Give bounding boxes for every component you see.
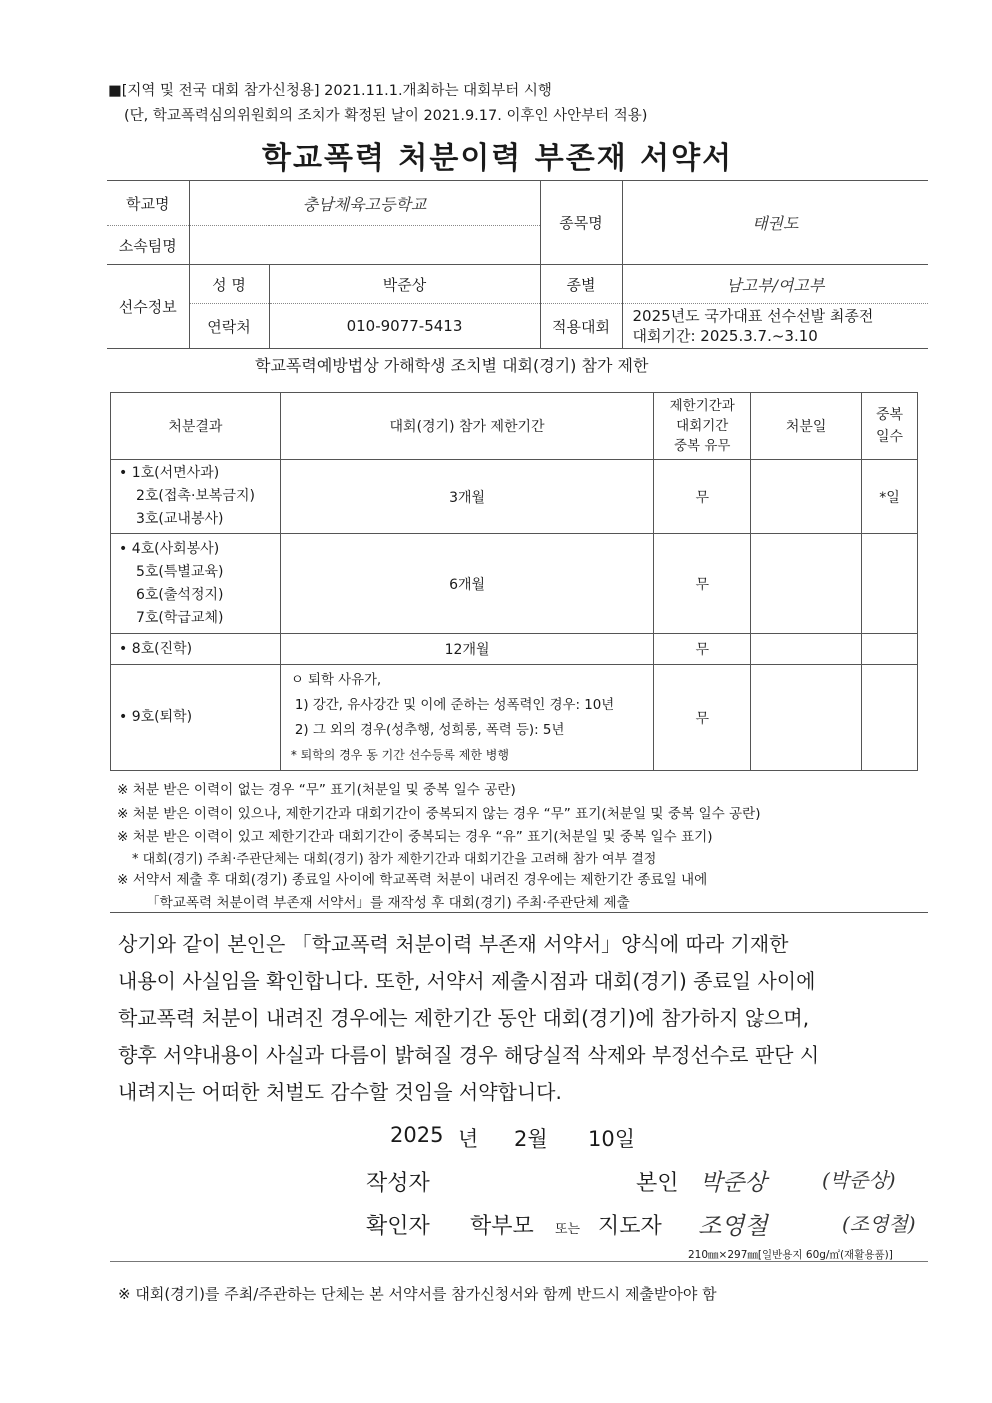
- date-year-unit: 년: [458, 1127, 479, 1151]
- applicant-info-table: [107, 180, 928, 349]
- name-label: 성 명: [189, 265, 269, 304]
- coach-signature: (조영철): [842, 1212, 916, 1236]
- result-line: • 9호(퇴학): [111, 665, 281, 771]
- writer-label: 작성자: [366, 1171, 430, 1196]
- date-day: 10일: [588, 1127, 636, 1151]
- overlap-cell: 무: [654, 634, 751, 665]
- footer-note: ※ 대회(경기)를 주최/주관하는 단체는 본 서약서를 참가신청서와 함께 반드시 제출받아야 함: [118, 1285, 717, 1303]
- school-value: 충남체육고등학교: [302, 194, 427, 214]
- pledge-line: 상기와 같이 본인은 「학교폭력 처분이력 부존재 서약서」양식에 따라 기재한: [118, 932, 789, 956]
- pledge-line: 내용이 사실임을 확인합니다. 또한, 서약서 제출시점과 대회(경기) 종료일 사이에: [118, 969, 816, 993]
- footer-divider: [110, 1261, 928, 1262]
- header-days-1: 중복: [875, 407, 904, 423]
- result-line: 6호(출석정지): [136, 586, 224, 603]
- header-overlap-1: 제한기간과: [669, 398, 735, 414]
- restriction-table: [110, 392, 918, 771]
- contact-label: 연락처: [189, 304, 269, 349]
- header-date: 처분일: [751, 393, 862, 460]
- note-line: 「학교폭력 처분이력 부존재 서약서」를 재작성 후 대회(경기) 주최·주관단체 제출: [146, 895, 630, 911]
- competition-label: 적용대회: [540, 304, 622, 349]
- team-label: 소속팀명: [107, 226, 189, 265]
- self-name-handwritten: 박준상: [700, 1170, 767, 1196]
- event-value: 태권도: [752, 214, 799, 233]
- result-line: 7호(학급교체): [136, 609, 224, 626]
- paper-spec: 210㎜×297㎜[일반용지 60g/㎡(재활용품)]: [688, 1249, 893, 1261]
- days-cell: [862, 534, 918, 634]
- header-overlap-2: 대회기간: [676, 418, 729, 434]
- divider: [110, 912, 928, 913]
- contact-value: 010-9077-5413: [269, 304, 540, 349]
- period-line: * 퇴학의 경우 동 기간 선수등록 제한 병행: [290, 747, 509, 762]
- date-cell: [751, 665, 862, 771]
- header-overlap-3: 중복 유무: [674, 438, 731, 454]
- or-label: 또는: [555, 1222, 581, 1237]
- school-label: 학교명: [107, 181, 189, 226]
- period-cell: 12개월: [280, 634, 654, 665]
- header-notice-sub: (단, 학교폭력심의위원회의 조치가 확정된 날이 2021.9.17. 이후인 사안부터 적용): [124, 108, 648, 124]
- team-value: [189, 226, 540, 265]
- result-line: • 8호(진학): [111, 634, 281, 665]
- overlap-cell: 무: [654, 534, 751, 634]
- result-line: 3호(교내봉사): [136, 511, 224, 527]
- name-value: 박준상: [269, 265, 540, 304]
- category-label: 종별: [540, 265, 622, 304]
- period-line: ㅇ 퇴학 사유가,: [290, 672, 382, 688]
- overlap-cell: 무: [654, 460, 751, 534]
- page-title: 학교폭력 처분이력 부존재 서약서: [262, 141, 734, 176]
- category-value: 남고부/여고부: [726, 275, 825, 295]
- note-line: ※ 처분 받은 이력이 없는 경우 “무” 표기(처분일 및 중복 일수 공란): [117, 782, 516, 798]
- table-row: [111, 665, 918, 771]
- period-line: 1) 강간, 유사강간 및 이에 준하는 성폭력인 경우: 10년: [294, 697, 615, 713]
- days-cell: [862, 665, 918, 771]
- table-row: [111, 534, 918, 634]
- self-label: 본인: [636, 1171, 679, 1196]
- date-month: 2월: [514, 1127, 548, 1151]
- competition-name: 2025년도 국가대표 선수선발 최종전: [632, 307, 874, 325]
- header-days-2: 일수: [875, 429, 904, 445]
- date-cell: [751, 634, 862, 665]
- pledge-line: 내려지는 어떠한 처벌도 감수할 것임을 서약합니다.: [118, 1080, 562, 1104]
- period-cell: 6개월: [280, 534, 654, 634]
- player-info-label: 선수정보: [107, 265, 189, 349]
- result-line: • 1호(서면사과): [119, 465, 220, 481]
- parent-label: 학부모: [470, 1214, 534, 1239]
- pledge-line: 학교폭력 처분이 내려진 경우에는 제한기간 동안 대회(경기)에 참가하지 않으며,: [118, 1006, 810, 1030]
- date-cell: [751, 534, 862, 634]
- confirmer-label: 확인자: [366, 1214, 430, 1239]
- date-year: 2025: [390, 1123, 444, 1147]
- header-period: 대회(경기) 참가 제한기간: [280, 393, 654, 460]
- period-line: 2) 그 외의 경우(성추행, 성희롱, 폭력 등): 5년: [294, 722, 565, 738]
- event-label: 종목명: [540, 181, 622, 265]
- table-row: [111, 460, 918, 534]
- result-line: 2호(접촉·보복금지): [136, 488, 255, 504]
- note-line: ※ 처분 받은 이력이 있으나, 제한기간과 대회기간이 중복되지 않는 경우 “무” 표기(처분일 및 중복 일수 공란): [117, 806, 761, 822]
- note-line: ※ 서약서 제출 후 대회(경기) 종료일 사이에 학교폭력 처분이 내려진 경우에는 제한기간 종료일 내에: [117, 872, 708, 888]
- header-result: 처분결과: [111, 393, 281, 460]
- period-cell: 3개월: [280, 460, 654, 534]
- days-cell: [862, 634, 918, 665]
- table-row: [111, 634, 918, 665]
- coach-label: 지도자: [598, 1214, 662, 1239]
- competition-period: 대회기간: 2025.3.7.~3.10: [632, 327, 818, 345]
- self-signature: (박준상): [822, 1168, 896, 1192]
- pledge-line: 향후 서약내용이 사실과 다름이 밝혀질 경우 해당실적 삭제와 부정선수로 판단 시: [118, 1043, 820, 1067]
- note-line: ※ 처분 받은 이력이 있고 제한기간과 대회기간이 중복되는 경우 “유” 표기(처분일 및 중복 일수 표기): [117, 829, 713, 845]
- result-line: • 4호(사회봉사): [119, 540, 220, 557]
- coach-name-handwritten: 조영철: [698, 1212, 768, 1240]
- result-line: 5호(특별교육): [136, 563, 224, 580]
- overlap-cell: 무: [654, 665, 751, 771]
- days-cell: *일: [862, 460, 918, 534]
- restriction-subtitle: 학교폭력예방법상 가해학생 조치별 대회(경기) 참가 제한: [255, 356, 649, 375]
- note-line: * 대회(경기) 주최·주관단체는 대회(경기) 참가 제한기간과 대회기간을 고려해 참가 여부 결정: [132, 852, 657, 867]
- pledge-paragraph: [118, 926, 819, 1111]
- header-notice: ■[지역 및 전국 대회 참가신청용] 2021.11.1.개최하는 대회부터 시행: [108, 83, 552, 99]
- date-cell: [751, 460, 862, 534]
